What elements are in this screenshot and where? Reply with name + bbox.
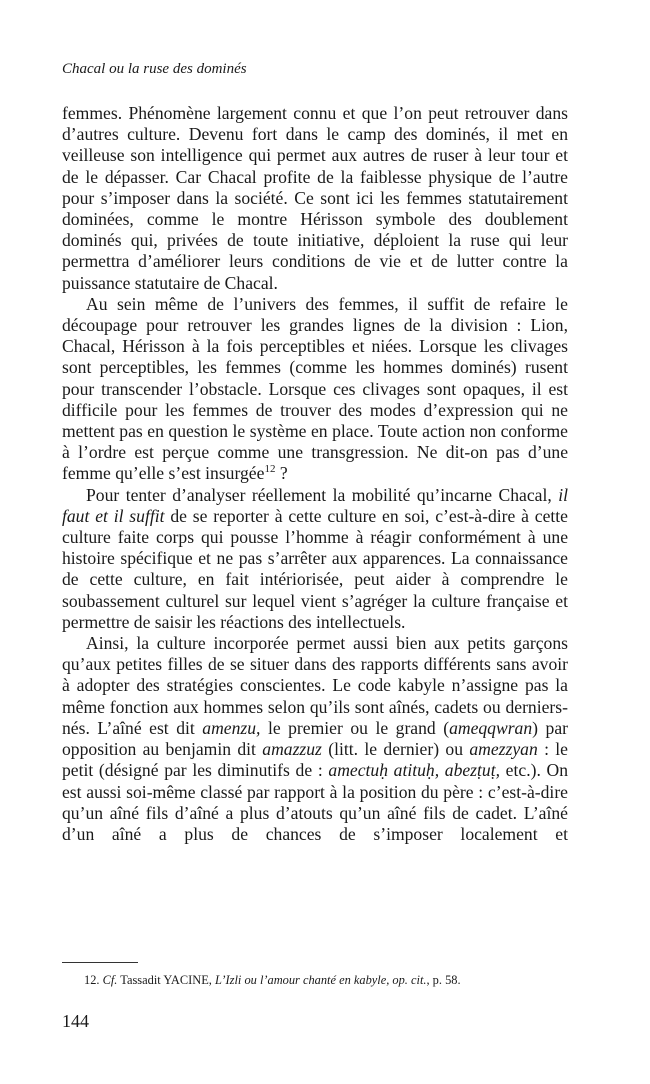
italic-run: L’Izli ou l’amour chanté en kabyle, op. cit. bbox=[214, 973, 427, 987]
paragraph: Pour tenter d’analyser réellement la mobilité qu’incarne Chacal, il faut et il suffit de se reporter à cette culture en soi, c’est-à-dire à cette culture faite corps qui pousse l’homme à réagir conformément à une histoire spécifique et ne pas s’arrêter aux apparences. La connaissance de cette culture, en fait intériorisée, peut aider à comprendre le soubassement culturel sur lequel vient s’agréger la culture française et permettre de saisir les réactions des intellectuels. bbox=[62, 484, 568, 632]
italic-run: amectuḥ atituḥ, abezṭuṭ, bbox=[328, 760, 501, 781]
page-number: 144 bbox=[62, 1011, 89, 1031]
italic-run: ameqqwran bbox=[449, 717, 533, 738]
body-text bbox=[62, 103, 568, 845]
paragraph: femmes. Phénomène largement connu et que l’on peut retrouver dans d’autres culture. Devenu fort dans le camp des dominés, il met en veilleuse son intelligence qui permet aux autres de ruser à leur tour et de le dépasser. Car Chacal profite de la faiblesse physique de l’autre pour s’imposer dans la société. Ce sont ici les femmes statutairement dominées, comme le montre Hérisson symbole des doublement dominés qui, privées de toute initiative, déploient la ruse qui leur permettra d’améliorer leurs conditions de vie et de lutter contre la puissance statutaire de Chacal. bbox=[62, 103, 568, 293]
paragraph: Ainsi, la culture incorporée permet aussi bien aux petits garçons qu’aux petites filles de se situer dans des rapports différents sans avoir à adopter des stratégies conscientes. Le code kabyle n’assigne pas la même fonction aux hommes selon qu’ils sont aînés, cadets ou derniers-nés. L’aîné est dit amenzu, le premier ou le grand (ameqqwran) par opposition au benjamin dit amazzuz (litt. le dernier) ou amezzyan : le petit (désigné par les diminutifs de : amectuḥ atituḥ, abezṭuṭ, etc.). On est aussi soi-même classé par rapport à la position du père : c’est-à-dire qu’un aîné fils d’aîné a plus d’atouts qu’un aîné fils de cadet. L’aîné d’un aîné a plus de chances de s’imposer localement et bbox=[62, 633, 569, 844]
running-head: Chacal ou la ruse des dominés bbox=[62, 61, 247, 77]
italic-run: amenzu, bbox=[202, 717, 261, 738]
footnote-reference: 12 bbox=[264, 463, 276, 476]
footnote: 12. Cf. Tassadit YACINE, L’Izli ou l’amour chanté en kabyle, op. cit., p. 58. bbox=[84, 973, 461, 987]
italic-run: Cf. bbox=[102, 973, 118, 987]
italic-run: amazzuz bbox=[262, 739, 322, 760]
footnote-separator bbox=[62, 962, 138, 963]
paragraph: Au sein même de l’univers des femmes, il suffit de refaire le découpage pour retrouver les grandes lignes de la division : Lion, Chacal, Hérisson à la fois perceptibles et niées. Lorsque les clivages sont perceptibles, les femmes (comme les hommes dominés) rusent pour transcender l’obstacle. Lorsque ces clivages sont opaques, il est difficile pour les femmes de trouver des modes d’expression qui ne mettent pas en question le système en place. Toute action non conforme à l’ordre est perçue comme une transgression. Ne dit-on pas d’une femme qu’elle s’est insurgée$^{12}$ ? bbox=[62, 293, 568, 484]
italic-run: amezzyan bbox=[469, 739, 538, 760]
italic-run: il faut et il suffit bbox=[62, 484, 568, 526]
